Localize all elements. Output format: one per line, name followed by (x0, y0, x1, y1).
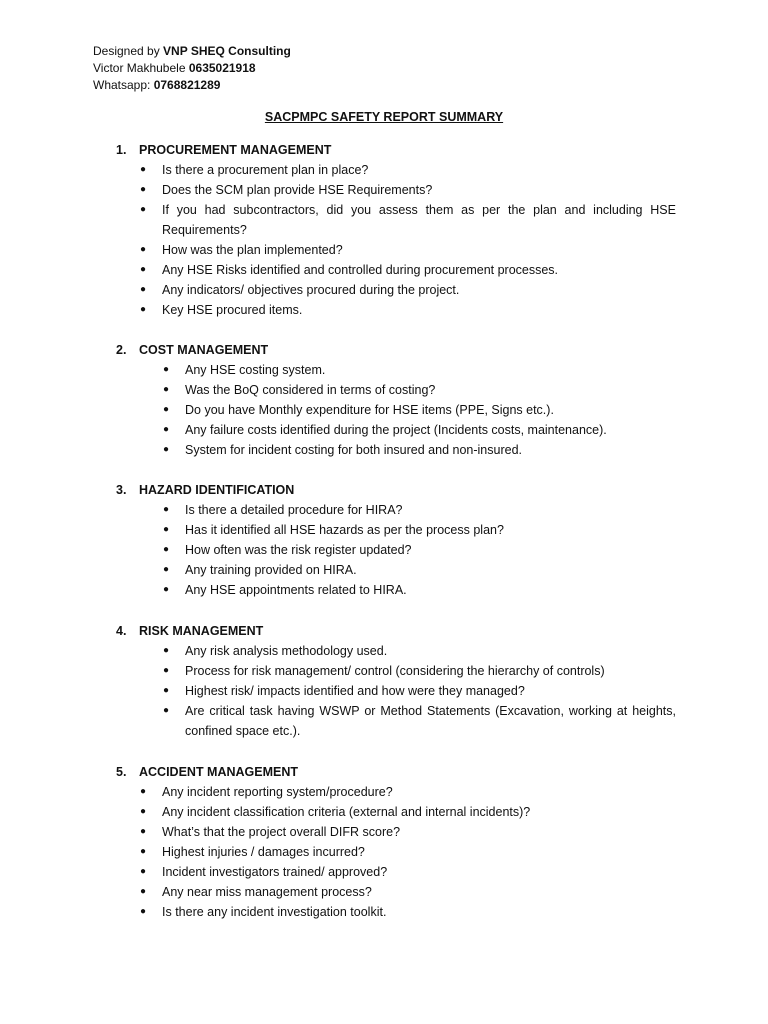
bullet-icon: ● (140, 826, 147, 837)
list-item: ● Is there a procurement plan in place? (162, 160, 676, 180)
section-procurement-management (116, 140, 676, 320)
list-item: ● Do you have Monthly expenditure for HSE items (PPE, Signs etc.). (185, 400, 676, 420)
item-list (116, 360, 676, 460)
bullet-icon: ● (140, 284, 147, 295)
list-item: ● Any failure costs identified during the project (Incidents costs, maintenance). (185, 420, 676, 440)
list-item: ● Any training provided on HIRA. (185, 560, 676, 580)
document-title: SACPMPC SAFETY REPORT SUMMARY (264, 110, 504, 124)
list-item: ● Key HSE procured items. (162, 300, 676, 320)
bullet-icon: ● (140, 184, 147, 195)
bullet-icon: ● (163, 564, 170, 575)
bullet-icon: ● (163, 584, 170, 595)
list-item: ● Has it identified all HSE hazards as per the process plan? (185, 520, 676, 540)
bullet-icon: ● (140, 164, 147, 175)
item-list (116, 782, 676, 922)
list-item: ● Any HSE Risks identified and controlled during procurement processes. (162, 260, 676, 280)
list-item: ● Any risk analysis methodology used. (185, 641, 676, 661)
bullet-icon: ● (163, 364, 170, 375)
list-item: ● Is there any incident investigation toolkit. (162, 902, 676, 922)
bullet-icon: ● (140, 906, 147, 917)
list-item: ● Incident investigators trained/ approved? (162, 862, 676, 882)
bullet-icon: ● (140, 786, 147, 797)
section-accident-management (116, 762, 676, 922)
item-list (116, 500, 676, 600)
section-heading: 4. RISK MANAGEMENT (116, 624, 264, 638)
list-item: ● System for incident costing for both insured and non-insured. (185, 440, 676, 460)
list-item: ● Any HSE appointments related to HIRA. (185, 580, 676, 600)
bullet-icon: ● (140, 304, 147, 315)
bullet-icon: ● (163, 424, 170, 435)
list-item: ● Any incident reporting system/procedure? (162, 782, 676, 802)
list-item: ● Highest risk/ impacts identified and how were they managed? (185, 681, 676, 701)
designer-line: Designed by VNP SHEQ Consulting (93, 44, 291, 58)
list-item: ● Any HSE costing system. (185, 360, 676, 380)
contact-name-line: Victor Makhubele 0635021918 (93, 61, 256, 75)
list-item: ● Was the BoQ considered in terms of costing? (185, 380, 676, 400)
bullet-icon: ● (163, 384, 170, 395)
bullet-icon: ● (140, 264, 147, 275)
section-cost-management (116, 340, 676, 460)
bullet-icon: ● (163, 404, 170, 415)
list-item: ● How often was the risk register updated? (185, 540, 676, 560)
bullet-icon: ● (163, 645, 170, 656)
item-list (116, 160, 676, 320)
list-item: ● Any near miss management process? (162, 882, 676, 902)
section-heading: 5. ACCIDENT MANAGEMENT (116, 765, 299, 779)
bullet-icon: ● (140, 806, 147, 817)
section-heading: 1. PROCUREMENT MANAGEMENT (116, 143, 332, 157)
section-heading: 3. HAZARD IDENTIFICATION (116, 483, 295, 497)
item-list (116, 641, 676, 741)
bullet-icon: ● (163, 504, 170, 515)
list-item: ● Are critical task having WSWP or Method Statements (Excavation, working at heights, confined space etc.). (185, 701, 676, 741)
section-hazard-identification (116, 480, 676, 600)
bullet-icon: ● (163, 685, 170, 696)
bullet-icon: ● (163, 705, 170, 716)
bullet-icon: ● (163, 544, 170, 555)
bullet-icon: ● (140, 846, 147, 857)
list-item: ● Process for risk management/ control (considering the hierarchy of controls) (185, 661, 676, 681)
list-item: ● Is there a detailed procedure for HIRA? (185, 500, 676, 520)
list-item: ● How was the plan implemented? (162, 240, 676, 260)
bullet-icon: ● (140, 866, 147, 877)
whatsapp-line: Whatsapp: 0768821289 (93, 78, 221, 92)
bullet-icon: ● (163, 665, 170, 676)
bullet-icon: ● (140, 204, 147, 215)
section-risk-management (116, 621, 676, 741)
list-item: ● If you had subcontractors, did you assess them as per the plan and including HSE Requirements? (162, 200, 676, 240)
section-heading: 2. COST MANAGEMENT (116, 343, 269, 357)
list-item: ● Any indicators/ objectives procured during the project. (162, 280, 676, 300)
document-header (93, 43, 291, 94)
list-item: ● Does the SCM plan provide HSE Requirements? (162, 180, 676, 200)
bullet-icon: ● (140, 886, 147, 897)
list-item: ● Highest injuries / damages incurred? (162, 842, 676, 862)
bullet-icon: ● (163, 444, 170, 455)
list-item: ● Any incident classification criteria (external and internal incidents)? (162, 802, 676, 822)
bullet-icon: ● (140, 244, 147, 255)
bullet-icon: ● (163, 524, 170, 535)
list-item: ● What’s that the project overall DIFR score? (162, 822, 676, 842)
